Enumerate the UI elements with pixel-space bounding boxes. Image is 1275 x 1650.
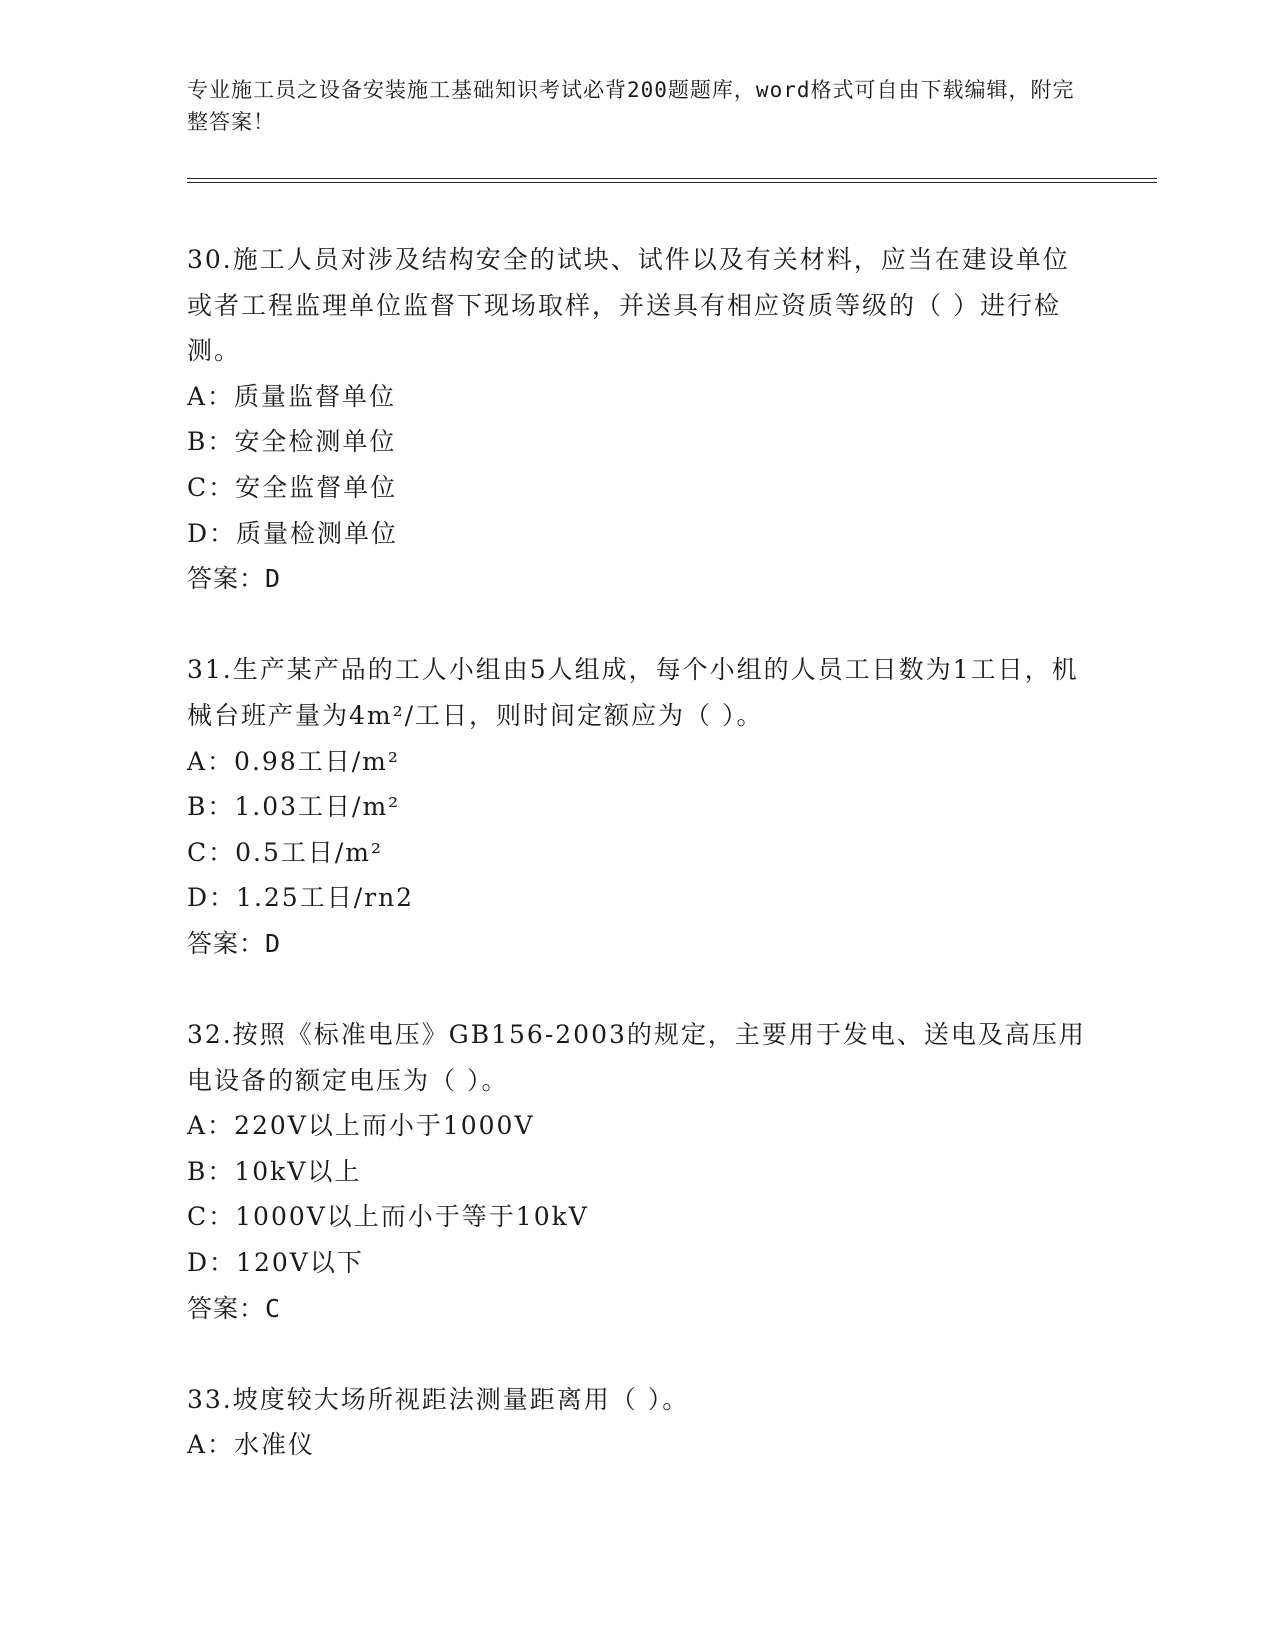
question-item xyxy=(187,1012,1087,1331)
answer: 答案：C xyxy=(187,1293,282,1323)
question-stem: 33.坡度较大场所视距法测量距离用（ ）。 xyxy=(187,1384,690,1414)
option-c: C：安全监督单位 xyxy=(187,472,398,502)
document-header: 专业施工员之设备安装施工基础知识考试必背200题题库，word格式可自由下载编辑，附完整答案！ xyxy=(187,78,1075,134)
option-a: A：220V以上而小于1000V xyxy=(187,1111,535,1141)
answer: 答案：D xyxy=(187,564,282,594)
question-stem: 30.施工人员对涉及结构安全的试块、试件以及有关材料，应当在建设单位或者工程监理单位监督下现场取样，并送具有相应资质等级的（ ）进行检测。 xyxy=(187,245,1070,366)
option-a: A：0.98工日/m² xyxy=(187,746,400,776)
question-stem: 32.按照《标准电压》GB156-2003的规定，主要用于发电、送电及高压用电设备的额定电压为（ ）。 xyxy=(187,1020,1086,1095)
question-list xyxy=(187,237,1087,1514)
option-a: A：质量监督单位 xyxy=(187,381,397,411)
option-c: C：0.5工日/m² xyxy=(187,837,384,867)
question-stem: 31.生产某产品的工人小组由5人组成，每个小组的人员工日数为1工日，机械台班产量为4m²/工日，则时间定额应为（ ）。 xyxy=(187,655,1079,730)
question-item xyxy=(187,1377,1087,1468)
question-item xyxy=(187,237,1087,602)
question-item xyxy=(187,647,1087,966)
option-a: A：水准仪 xyxy=(187,1430,316,1460)
option-c: C：1000V以上而小于等于10kV xyxy=(187,1202,589,1232)
answer: 答案：D xyxy=(187,928,282,958)
option-d: D：120V以下 xyxy=(187,1248,364,1278)
option-d: D：质量检测单位 xyxy=(187,518,399,548)
option-b: B：安全检测单位 xyxy=(187,427,397,457)
option-d: D：1.25工日/rn2 xyxy=(187,883,415,913)
option-b: B：10kV以上 xyxy=(187,1156,362,1186)
header-divider xyxy=(187,178,1157,183)
option-b: B：1.03工日/m² xyxy=(187,792,401,822)
